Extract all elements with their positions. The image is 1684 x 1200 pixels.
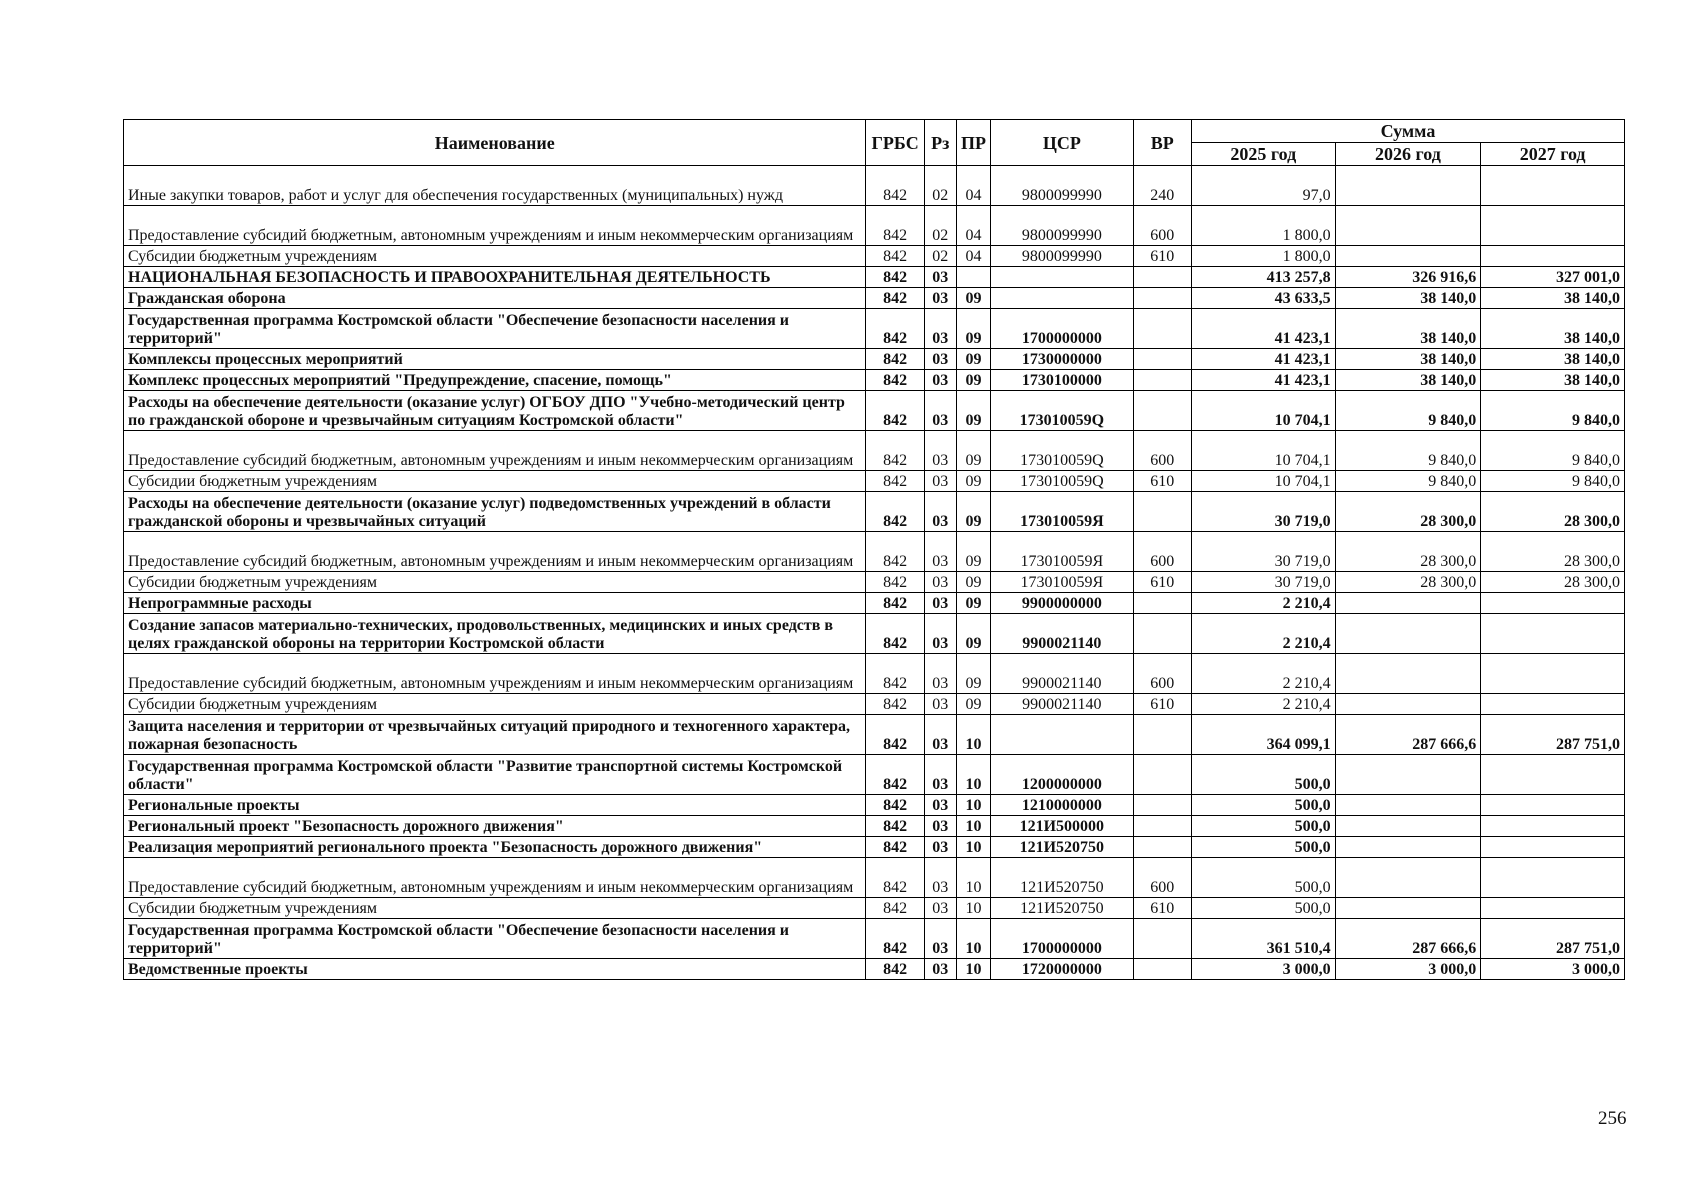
cell-2027: 9 840,0 bbox=[1481, 431, 1625, 471]
cell-rz: 03 bbox=[924, 715, 956, 755]
cell-grbs: 842 bbox=[866, 492, 924, 532]
cell-2026: 9 840,0 bbox=[1335, 431, 1481, 471]
cell-name: Государственная программа Костромской области "Обеспечение безопасности населения и территорий" bbox=[124, 919, 866, 959]
cell-grbs: 842 bbox=[866, 919, 924, 959]
cell-2027 bbox=[1481, 166, 1625, 206]
cell-csr: 173010059Q bbox=[991, 471, 1134, 492]
cell-vr bbox=[1133, 288, 1191, 309]
cell-pr: 10 bbox=[956, 795, 990, 816]
cell-2027: 38 140,0 bbox=[1481, 349, 1625, 370]
cell-2027 bbox=[1481, 755, 1625, 795]
page-number: 256 bbox=[1598, 1108, 1627, 1129]
cell-2026: 287 666,6 bbox=[1335, 715, 1481, 755]
table-row bbox=[124, 492, 1625, 532]
cell-pr: 04 bbox=[956, 206, 990, 246]
cell-rz: 03 bbox=[924, 309, 956, 349]
cell-2025: 30 719,0 bbox=[1191, 492, 1335, 532]
cell-name: Региональный проект "Безопасность дорожного движения" bbox=[124, 816, 866, 837]
cell-name: Ведомственные проекты bbox=[124, 959, 866, 980]
cell-pr: 09 bbox=[956, 593, 990, 614]
budget-table bbox=[123, 119, 1625, 980]
cell-rz: 03 bbox=[924, 370, 956, 391]
cell-grbs: 842 bbox=[866, 391, 924, 431]
cell-pr: 09 bbox=[956, 309, 990, 349]
cell-pr: 10 bbox=[956, 755, 990, 795]
cell-csr: 9800099990 bbox=[991, 246, 1134, 267]
cell-2027: 287 751,0 bbox=[1481, 919, 1625, 959]
cell-rz: 02 bbox=[924, 166, 956, 206]
cell-2026: 3 000,0 bbox=[1335, 959, 1481, 980]
cell-rz: 02 bbox=[924, 206, 956, 246]
cell-vr: 240 bbox=[1133, 166, 1191, 206]
cell-vr bbox=[1133, 492, 1191, 532]
cell-grbs: 842 bbox=[866, 755, 924, 795]
cell-grbs: 842 bbox=[866, 532, 924, 572]
cell-vr: 610 bbox=[1133, 898, 1191, 919]
cell-pr: 09 bbox=[956, 370, 990, 391]
cell-pr: 10 bbox=[956, 816, 990, 837]
cell-2025: 500,0 bbox=[1191, 795, 1335, 816]
cell-vr bbox=[1133, 614, 1191, 654]
cell-rz: 03 bbox=[924, 816, 956, 837]
col-header-rz: Рз bbox=[924, 120, 956, 166]
cell-2025: 30 719,0 bbox=[1191, 572, 1335, 593]
cell-name: Комплекс процессных мероприятий "Предупреждение, спасение, помощь" bbox=[124, 370, 866, 391]
cell-2025: 10 704,1 bbox=[1191, 391, 1335, 431]
table-row bbox=[124, 959, 1625, 980]
col-header-pr: ПР bbox=[956, 120, 990, 166]
cell-2027 bbox=[1481, 593, 1625, 614]
cell-csr: 173010059Я bbox=[991, 492, 1134, 532]
cell-csr: 9900021140 bbox=[991, 614, 1134, 654]
cell-rz: 03 bbox=[924, 755, 956, 795]
cell-2025: 500,0 bbox=[1191, 816, 1335, 837]
cell-2026 bbox=[1335, 816, 1481, 837]
cell-2027: 28 300,0 bbox=[1481, 492, 1625, 532]
cell-2025: 500,0 bbox=[1191, 858, 1335, 898]
table-row bbox=[124, 370, 1625, 391]
cell-2025: 361 510,4 bbox=[1191, 919, 1335, 959]
cell-2026: 287 666,6 bbox=[1335, 919, 1481, 959]
cell-2026 bbox=[1335, 858, 1481, 898]
cell-pr: 09 bbox=[956, 572, 990, 593]
cell-2026: 28 300,0 bbox=[1335, 492, 1481, 532]
cell-csr: 1730000000 bbox=[991, 349, 1134, 370]
cell-name: Государственная программа Костромской области "Развитие транспортной системы Костромской области" bbox=[124, 755, 866, 795]
cell-vr bbox=[1133, 755, 1191, 795]
table-row bbox=[124, 532, 1625, 572]
cell-pr: 10 bbox=[956, 959, 990, 980]
cell-rz: 03 bbox=[924, 919, 956, 959]
cell-2025: 2 210,4 bbox=[1191, 694, 1335, 715]
cell-name: Гражданская оборона bbox=[124, 288, 866, 309]
cell-name: Комплексы процессных мероприятий bbox=[124, 349, 866, 370]
col-header-2026: 2026 год bbox=[1335, 143, 1481, 166]
cell-grbs: 842 bbox=[866, 614, 924, 654]
cell-2026: 326 916,6 bbox=[1335, 267, 1481, 288]
cell-csr: 9900000000 bbox=[991, 593, 1134, 614]
col-header-name: Наименование bbox=[124, 120, 866, 166]
cell-pr: 09 bbox=[956, 694, 990, 715]
cell-2026 bbox=[1335, 898, 1481, 919]
cell-vr bbox=[1133, 349, 1191, 370]
cell-2026: 38 140,0 bbox=[1335, 288, 1481, 309]
cell-2025: 364 099,1 bbox=[1191, 715, 1335, 755]
cell-grbs: 842 bbox=[866, 288, 924, 309]
cell-2025: 2 210,4 bbox=[1191, 614, 1335, 654]
cell-grbs: 842 bbox=[866, 309, 924, 349]
table-row bbox=[124, 593, 1625, 614]
cell-rz: 03 bbox=[924, 614, 956, 654]
cell-grbs: 842 bbox=[866, 431, 924, 471]
cell-vr: 600 bbox=[1133, 654, 1191, 694]
cell-2027: 28 300,0 bbox=[1481, 532, 1625, 572]
cell-2026: 38 140,0 bbox=[1335, 370, 1481, 391]
cell-vr bbox=[1133, 715, 1191, 755]
cell-2027 bbox=[1481, 816, 1625, 837]
cell-grbs: 842 bbox=[866, 267, 924, 288]
cell-grbs: 842 bbox=[866, 858, 924, 898]
cell-csr: 173010059Я bbox=[991, 532, 1134, 572]
cell-2027: 287 751,0 bbox=[1481, 715, 1625, 755]
cell-vr: 610 bbox=[1133, 694, 1191, 715]
cell-name: Непрограммные расходы bbox=[124, 593, 866, 614]
cell-vr: 610 bbox=[1133, 246, 1191, 267]
cell-pr: 10 bbox=[956, 898, 990, 919]
cell-2026 bbox=[1335, 206, 1481, 246]
cell-vr bbox=[1133, 795, 1191, 816]
cell-2027 bbox=[1481, 694, 1625, 715]
cell-2026 bbox=[1335, 654, 1481, 694]
cell-2027 bbox=[1481, 206, 1625, 246]
cell-2025: 2 210,4 bbox=[1191, 593, 1335, 614]
cell-csr: 9800099990 bbox=[991, 206, 1134, 246]
cell-vr: 600 bbox=[1133, 431, 1191, 471]
cell-grbs: 842 bbox=[866, 166, 924, 206]
cell-2027 bbox=[1481, 837, 1625, 858]
cell-grbs: 842 bbox=[866, 654, 924, 694]
cell-pr: 09 bbox=[956, 532, 990, 572]
col-header-2027: 2027 год bbox=[1481, 143, 1625, 166]
cell-2027 bbox=[1481, 246, 1625, 267]
cell-name: Иные закупки товаров, работ и услуг для обеспечения государственных (муниципальных) нужд bbox=[124, 166, 866, 206]
cell-2027: 38 140,0 bbox=[1481, 288, 1625, 309]
cell-2025: 1 800,0 bbox=[1191, 206, 1335, 246]
table-header bbox=[124, 120, 1625, 166]
cell-vr bbox=[1133, 816, 1191, 837]
table-row bbox=[124, 898, 1625, 919]
cell-2027: 9 840,0 bbox=[1481, 391, 1625, 431]
cell-2027 bbox=[1481, 898, 1625, 919]
cell-pr: 04 bbox=[956, 166, 990, 206]
cell-2027: 9 840,0 bbox=[1481, 471, 1625, 492]
cell-grbs: 842 bbox=[866, 959, 924, 980]
cell-2027: 28 300,0 bbox=[1481, 572, 1625, 593]
cell-pr: 09 bbox=[956, 349, 990, 370]
cell-csr: 121И520750 bbox=[991, 858, 1134, 898]
cell-vr bbox=[1133, 267, 1191, 288]
cell-2025: 500,0 bbox=[1191, 755, 1335, 795]
cell-grbs: 842 bbox=[866, 370, 924, 391]
cell-rz: 03 bbox=[924, 391, 956, 431]
cell-grbs: 842 bbox=[866, 593, 924, 614]
cell-2025: 41 423,1 bbox=[1191, 309, 1335, 349]
cell-csr: 9800099990 bbox=[991, 166, 1134, 206]
cell-pr: 09 bbox=[956, 288, 990, 309]
col-header-vr: ВР bbox=[1133, 120, 1191, 166]
cell-rz: 03 bbox=[924, 654, 956, 694]
cell-csr bbox=[991, 715, 1134, 755]
cell-csr: 173010059Я bbox=[991, 572, 1134, 593]
cell-2026 bbox=[1335, 694, 1481, 715]
table-row bbox=[124, 858, 1625, 898]
cell-rz: 03 bbox=[924, 694, 956, 715]
cell-name: Расходы на обеспечение деятельности (оказание услуг) ОГБОУ ДПО "Учебно-методический центр по гражданской обороне и чрезвычайным ситуациям Костромской области" bbox=[124, 391, 866, 431]
cell-grbs: 842 bbox=[866, 246, 924, 267]
cell-name: Субсидии бюджетным учреждениям bbox=[124, 694, 866, 715]
cell-name: Субсидии бюджетным учреждениям bbox=[124, 471, 866, 492]
cell-2027: 3 000,0 bbox=[1481, 959, 1625, 980]
cell-rz: 03 bbox=[924, 593, 956, 614]
cell-2026 bbox=[1335, 246, 1481, 267]
cell-2025: 500,0 bbox=[1191, 837, 1335, 858]
cell-rz: 03 bbox=[924, 837, 956, 858]
table-row bbox=[124, 431, 1625, 471]
cell-name: Предоставление субсидий бюджетным, автономным учреждениям и иным некоммерческим организациям bbox=[124, 206, 866, 246]
cell-2026: 28 300,0 bbox=[1335, 532, 1481, 572]
cell-vr: 600 bbox=[1133, 206, 1191, 246]
cell-2025: 41 423,1 bbox=[1191, 349, 1335, 370]
table-row bbox=[124, 755, 1625, 795]
cell-name: Предоставление субсидий бюджетным, автономным учреждениям и иным некоммерческим организациям bbox=[124, 431, 866, 471]
cell-csr: 1730100000 bbox=[991, 370, 1134, 391]
table-row bbox=[124, 837, 1625, 858]
cell-rz: 02 bbox=[924, 246, 956, 267]
cell-pr: 10 bbox=[956, 858, 990, 898]
cell-2025: 97,0 bbox=[1191, 166, 1335, 206]
cell-vr: 610 bbox=[1133, 572, 1191, 593]
cell-pr: 09 bbox=[956, 654, 990, 694]
cell-rz: 03 bbox=[924, 349, 956, 370]
cell-2025: 1 800,0 bbox=[1191, 246, 1335, 267]
cell-grbs: 842 bbox=[866, 694, 924, 715]
table-row bbox=[124, 288, 1625, 309]
cell-vr: 600 bbox=[1133, 858, 1191, 898]
cell-2025: 500,0 bbox=[1191, 898, 1335, 919]
cell-pr: 10 bbox=[956, 919, 990, 959]
cell-name: Предоставление субсидий бюджетным, автономным учреждениям и иным некоммерческим организациям bbox=[124, 654, 866, 694]
cell-pr: 09 bbox=[956, 391, 990, 431]
cell-2027 bbox=[1481, 614, 1625, 654]
table-row bbox=[124, 694, 1625, 715]
cell-grbs: 842 bbox=[866, 206, 924, 246]
cell-pr: 10 bbox=[956, 715, 990, 755]
cell-2025: 10 704,1 bbox=[1191, 431, 1335, 471]
cell-rz: 03 bbox=[924, 492, 956, 532]
cell-name: Предоставление субсидий бюджетным, автономным учреждениям и иным некоммерческим организациям bbox=[124, 532, 866, 572]
cell-2026 bbox=[1335, 593, 1481, 614]
cell-pr: 09 bbox=[956, 614, 990, 654]
cell-2025: 10 704,1 bbox=[1191, 471, 1335, 492]
cell-grbs: 842 bbox=[866, 471, 924, 492]
cell-2025: 2 210,4 bbox=[1191, 654, 1335, 694]
cell-csr bbox=[991, 267, 1134, 288]
cell-rz: 03 bbox=[924, 532, 956, 572]
cell-2025: 41 423,1 bbox=[1191, 370, 1335, 391]
cell-pr: 09 bbox=[956, 471, 990, 492]
cell-rz: 03 bbox=[924, 572, 956, 593]
table-row bbox=[124, 246, 1625, 267]
cell-2026 bbox=[1335, 166, 1481, 206]
cell-grbs: 842 bbox=[866, 349, 924, 370]
cell-name: Предоставление субсидий бюджетным, автономным учреждениям и иным некоммерческим организациям bbox=[124, 858, 866, 898]
cell-2025: 30 719,0 bbox=[1191, 532, 1335, 572]
table-row bbox=[124, 795, 1625, 816]
cell-csr: 121И520750 bbox=[991, 837, 1134, 858]
cell-csr: 9900021140 bbox=[991, 654, 1134, 694]
cell-name: Расходы на обеспечение деятельности (оказание услуг) подведомственных учреждений в области гражданской обороны и чрезвычайных ситуаций bbox=[124, 492, 866, 532]
table-row bbox=[124, 816, 1625, 837]
table-row bbox=[124, 572, 1625, 593]
col-header-sum: Сумма bbox=[1191, 120, 1624, 143]
cell-vr: 610 bbox=[1133, 471, 1191, 492]
cell-csr: 173010059Q bbox=[991, 431, 1134, 471]
cell-pr: 04 bbox=[956, 246, 990, 267]
cell-2026: 9 840,0 bbox=[1335, 391, 1481, 431]
cell-csr bbox=[991, 288, 1134, 309]
cell-2026: 38 140,0 bbox=[1335, 349, 1481, 370]
col-header-grbs: ГРБС bbox=[866, 120, 924, 166]
table-row bbox=[124, 391, 1625, 431]
table-row bbox=[124, 267, 1625, 288]
cell-2027 bbox=[1481, 858, 1625, 898]
cell-rz: 03 bbox=[924, 959, 956, 980]
cell-name: НАЦИОНАЛЬНАЯ БЕЗОПАСНОСТЬ И ПРАВООХРАНИТЕЛЬНАЯ ДЕЯТЕЛЬНОСТЬ bbox=[124, 267, 866, 288]
cell-2025: 3 000,0 bbox=[1191, 959, 1335, 980]
cell-name: Реализация мероприятий регионального проекта "Безопасность дорожного движения" bbox=[124, 837, 866, 858]
cell-2027: 38 140,0 bbox=[1481, 370, 1625, 391]
cell-2026 bbox=[1335, 837, 1481, 858]
cell-csr: 121И520750 bbox=[991, 898, 1134, 919]
cell-vr bbox=[1133, 837, 1191, 858]
table-row bbox=[124, 614, 1625, 654]
cell-rz: 03 bbox=[924, 471, 956, 492]
cell-vr bbox=[1133, 370, 1191, 391]
table-row bbox=[124, 206, 1625, 246]
col-header-csr: ЦСР bbox=[991, 120, 1134, 166]
table-row bbox=[124, 919, 1625, 959]
cell-csr: 121И500000 bbox=[991, 816, 1134, 837]
cell-name: Субсидии бюджетным учреждениям bbox=[124, 246, 866, 267]
cell-name: Региональные проекты bbox=[124, 795, 866, 816]
cell-grbs: 842 bbox=[866, 898, 924, 919]
cell-2026: 28 300,0 bbox=[1335, 572, 1481, 593]
cell-grbs: 842 bbox=[866, 837, 924, 858]
cell-name: Создание запасов материально-технических, продовольственных, медицинских и иных средств в целях гражданской обороны на территории Костромской области bbox=[124, 614, 866, 654]
cell-csr: 173010059Q bbox=[991, 391, 1134, 431]
cell-pr: 10 bbox=[956, 837, 990, 858]
cell-csr: 1720000000 bbox=[991, 959, 1134, 980]
cell-rz: 03 bbox=[924, 795, 956, 816]
cell-grbs: 842 bbox=[866, 572, 924, 593]
cell-rz: 03 bbox=[924, 288, 956, 309]
cell-pr: 09 bbox=[956, 431, 990, 471]
table-row bbox=[124, 715, 1625, 755]
cell-name: Защита населения и территории от чрезвычайных ситуаций природного и техногенного характера, пожарная безопасность bbox=[124, 715, 866, 755]
cell-name: Субсидии бюджетным учреждениям bbox=[124, 572, 866, 593]
cell-grbs: 842 bbox=[866, 715, 924, 755]
cell-2026 bbox=[1335, 755, 1481, 795]
table-row bbox=[124, 471, 1625, 492]
cell-2027: 327 001,0 bbox=[1481, 267, 1625, 288]
cell-rz: 03 bbox=[924, 267, 956, 288]
cell-csr: 9900021140 bbox=[991, 694, 1134, 715]
cell-vr bbox=[1133, 593, 1191, 614]
cell-2026 bbox=[1335, 614, 1481, 654]
cell-2027 bbox=[1481, 795, 1625, 816]
col-header-2025: 2025 год bbox=[1191, 143, 1335, 166]
table-row bbox=[124, 309, 1625, 349]
cell-2026: 9 840,0 bbox=[1335, 471, 1481, 492]
cell-vr bbox=[1133, 959, 1191, 980]
cell-pr bbox=[956, 267, 990, 288]
cell-2025: 413 257,8 bbox=[1191, 267, 1335, 288]
cell-2025: 43 633,5 bbox=[1191, 288, 1335, 309]
cell-rz: 03 bbox=[924, 858, 956, 898]
cell-csr: 1700000000 bbox=[991, 919, 1134, 959]
cell-csr: 1210000000 bbox=[991, 795, 1134, 816]
table-body bbox=[124, 166, 1625, 980]
cell-name: Субсидии бюджетным учреждениям bbox=[124, 898, 866, 919]
cell-rz: 03 bbox=[924, 431, 956, 471]
cell-2026 bbox=[1335, 795, 1481, 816]
table-row bbox=[124, 349, 1625, 370]
cell-grbs: 842 bbox=[866, 816, 924, 837]
cell-csr: 1200000000 bbox=[991, 755, 1134, 795]
cell-name: Государственная программа Костромской области "Обеспечение безопасности населения и территорий" bbox=[124, 309, 866, 349]
cell-vr bbox=[1133, 919, 1191, 959]
cell-2027 bbox=[1481, 654, 1625, 694]
table-row bbox=[124, 166, 1625, 206]
cell-vr bbox=[1133, 309, 1191, 349]
cell-pr: 09 bbox=[956, 492, 990, 532]
cell-rz: 03 bbox=[924, 898, 956, 919]
cell-csr: 1700000000 bbox=[991, 309, 1134, 349]
cell-grbs: 842 bbox=[866, 795, 924, 816]
cell-2027: 38 140,0 bbox=[1481, 309, 1625, 349]
cell-2026: 38 140,0 bbox=[1335, 309, 1481, 349]
cell-vr: 600 bbox=[1133, 532, 1191, 572]
cell-vr bbox=[1133, 391, 1191, 431]
table-row bbox=[124, 654, 1625, 694]
